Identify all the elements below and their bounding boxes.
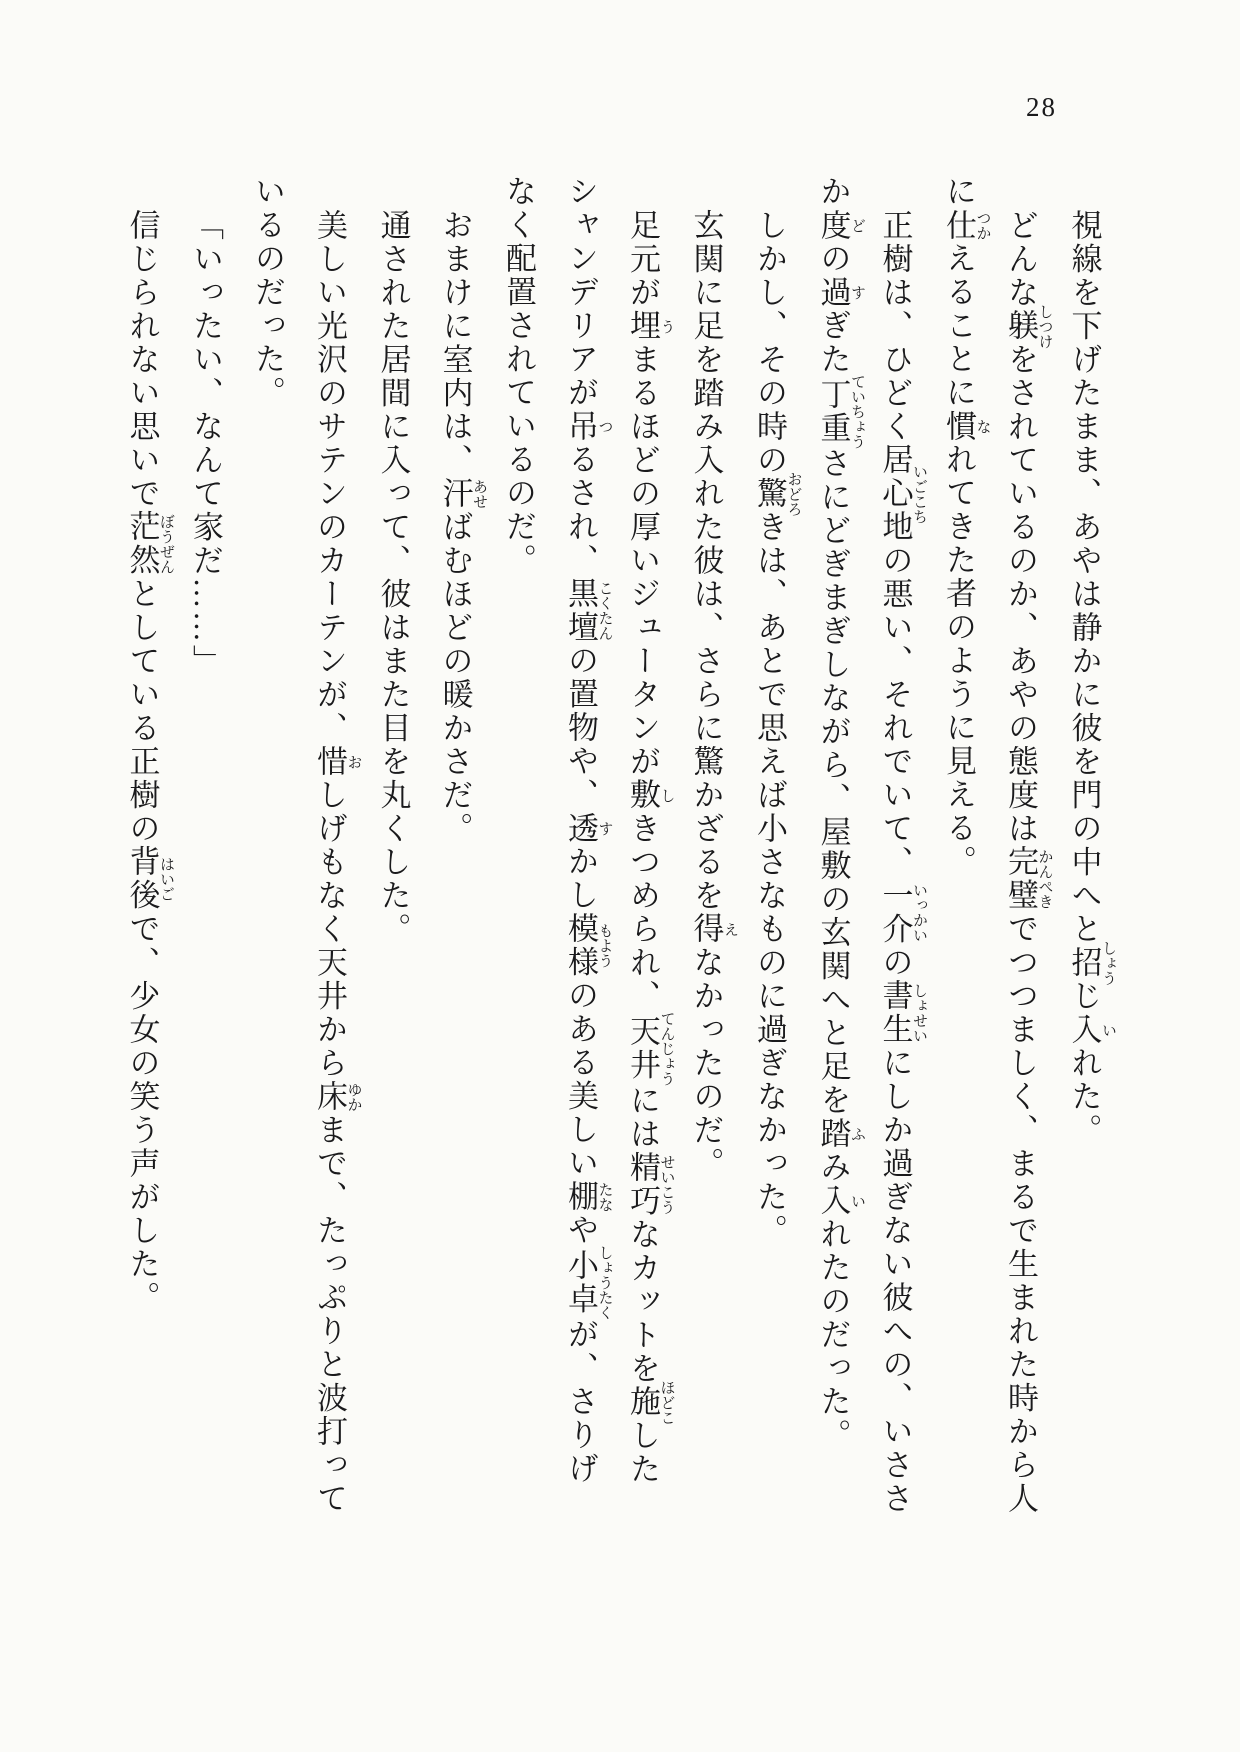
- ruby-annotation: 施ほどこ: [625, 1379, 675, 1425]
- paragraph-5: 玄関に足を踏み入れた彼は、さらに驚かざるを得えなかったのだ。: [688, 208, 738, 1180]
- ruby-annotation: 埋う: [625, 309, 675, 343]
- ruby-annotation: 敷し: [625, 778, 675, 812]
- ruby-annotation: 踏ふ: [815, 1117, 865, 1151]
- ruby-annotation: 背後はいご: [124, 845, 174, 912]
- paragraph-2: どんな躾しつけをされているのか、あやの態度は完璧かんぺきでつつましく、まるで生まれた時から人に仕つかえることに慣なれてきた者のように見える。: [941, 175, 1053, 1515]
- ruby-annotation: 透す: [563, 811, 613, 845]
- vertical-text-block: [111, 175, 1117, 1518]
- ruby-annotation: 過す: [815, 275, 865, 309]
- paragraph-8: 通された居間に入って、彼はまた目を丸くした。: [375, 208, 411, 946]
- ruby-annotation: 茫然ぼうぜん: [124, 510, 174, 577]
- ruby-annotation: 驚おどろ: [752, 470, 802, 516]
- ruby-annotation: 慣な: [941, 409, 991, 443]
- paragraph-9: 美しい光沢のサテンのカーテンが、惜おしげもなく天井から床ゆかまで、たっぷりと波打っているのだった。: [250, 175, 362, 1515]
- paragraph-1: 視線を下げたまま、あやは静かに彼を門の中へと招しょうじ入いれた。: [1066, 208, 1116, 1147]
- paragraph-10: 「いったい、なんて家だ……」: [188, 208, 223, 678]
- paragraph-7: おまけに室内は、汗あせばむほどの暖かさだ。: [437, 208, 487, 845]
- ruby-annotation: 入い: [815, 1184, 865, 1218]
- ruby-annotation: 度ど: [815, 208, 865, 242]
- ruby-annotation: 天井てんじょう: [625, 1010, 675, 1086]
- ruby-annotation: 得え: [688, 912, 738, 946]
- ruby-annotation: 仕つか: [941, 208, 991, 242]
- paragraph-6: 足元が埋うまるほどの厚いジュータンが敷しきつめられ、天井てんじょうには精巧せいこうなカットを施ほどこしたシャンデリアが吊つるされ、黒壇こくたんの置物や、透すかし模様もようのある美しい棚たなや小卓しょうたくが、さりげなく配置されているのだ。: [501, 175, 675, 1486]
- ruby-annotation: 小卓しょうたく: [563, 1245, 613, 1320]
- ruby-annotation: 丁重ていちょう: [815, 374, 865, 449]
- ruby-annotation: 躾しつけ: [1003, 303, 1053, 349]
- paragraph-3: 正樹は、ひどく居心地いごこちの悪い、それでいて、一介いっかいの書生しょせいにしか過ぎない彼への、いささか度どの過すぎた丁重ていちょうさにどぎまぎしながら、屋敷の玄関へと足を踏ふみ入いれたのだった。: [815, 175, 927, 1515]
- ruby-annotation: 棚たな: [563, 1180, 613, 1214]
- ruby-annotation: 汗あせ: [437, 476, 487, 510]
- ruby-annotation: 完璧かんぺき: [1003, 845, 1053, 912]
- ruby-annotation: 招しょう: [1066, 939, 1116, 985]
- paragraph-4: しかし、その時の驚おどろきは、あとで思えば小さなものに過ぎなかった。: [752, 208, 802, 1247]
- ruby-annotation: 入い: [1066, 1012, 1116, 1046]
- ruby-annotation: 惜お: [312, 744, 362, 778]
- ruby-annotation: 模様もよう: [563, 912, 613, 979]
- ruby-annotation: 精巧せいこう: [625, 1150, 675, 1218]
- ruby-annotation: 吊つ: [563, 409, 613, 443]
- paragraph-11: 信じられない思いで茫然ぼうぜんとしている正樹の背後はいごで、少女の笑う声がした。: [124, 208, 174, 1314]
- ruby-annotation: 黒壇こくたん: [563, 577, 613, 644]
- ruby-annotation: 床ゆか: [312, 1079, 362, 1113]
- ruby-annotation: 書生しょせい: [877, 979, 927, 1046]
- page-number: 28: [1026, 92, 1057, 122]
- ruby-annotation: 一介いっかい: [877, 878, 927, 946]
- ruby-annotation: 居心地いごこち: [877, 443, 927, 544]
